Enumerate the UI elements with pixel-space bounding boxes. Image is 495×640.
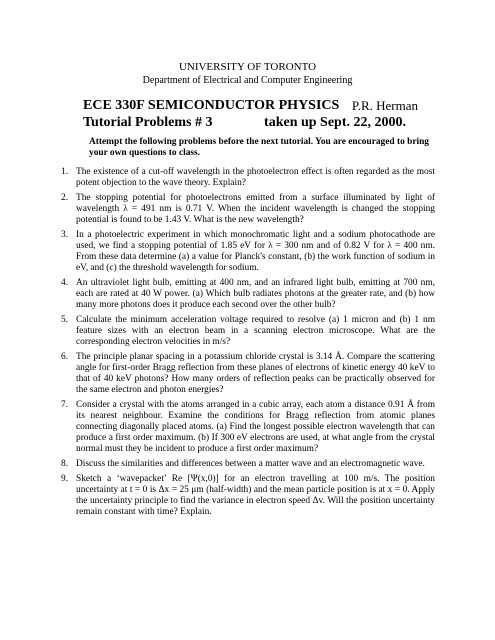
problem-item — [61, 230, 435, 274]
problem-text: The principle planar spacing in a potassium chloride crystal is 3.14 Å. Compare the scattering angle for first-order Bragg reflection from these planes of electrons of kinetic energy 40 keV to that of 40 keV photons? How many orders of reflection peaks can be practically observed for the same electron and photon energies? — [76, 352, 435, 395]
problem-item — [61, 474, 435, 518]
tutorial-title: Tutorial Problems # 3 — [83, 115, 213, 130]
problem-text: Calculate the minimum acceleration voltage required to resolve (a) 1 micron and (b) 1 nm feature sizes with an electron beam in a scanning electron microscope. What are the corresponding electron velocities in m/s? — [76, 315, 435, 347]
problem-item — [61, 315, 435, 348]
problem-text: Discuss the similarities and differences between a matter wave and an electromagnetic wave. — [76, 459, 425, 469]
problem-item — [61, 193, 435, 226]
problem-number: 2. — [61, 193, 69, 203]
problem-text: The stopping potential for photoelectrons emitted from a surface illuminated by light of wavelength λ = 491 nm is 0.71 V. When the incident wavelength is changed the stopping potential is found to be 1.43 V. What is the new wavelength? — [76, 193, 435, 225]
problem-text: An ultraviolet light bulb, emitting at 400 nm, and an infrared light bulb, emitting at 700 nm, each are rated at 40 W power. (a) Which bulb radiates photons at the greater rate, and (b) how many more photons does it produce each second over the other bulb? — [76, 278, 435, 310]
problem-item — [61, 400, 435, 455]
problem-number: 7. — [61, 400, 69, 410]
problem-item — [61, 278, 435, 311]
department-name: Department of Electrical and Computer Engineering — [142, 75, 353, 86]
problem-text: In a photoelectric experiment in which monochromatic light and a sodium photocathode are used, we find a stopping potential of 1.85 eV for λ = 300 nm and of 0.82 V for λ = 400 nm. From these data determine (a) a value for Planck's constant, (b) the work function of sodium in eV, and (c) the threshold wavelength for sodium. — [76, 230, 435, 273]
university-name: UNIVERSITY OF TORONTO — [178, 61, 317, 73]
problem-item — [61, 352, 435, 396]
due-date: taken up Sept. 22, 2000. — [264, 115, 406, 130]
problem-number: 1. — [61, 167, 69, 177]
instructor-name: P.R. Herman — [351, 98, 418, 113]
problem-text: Consider a crystal with the atoms arranged in a cubic array, each atom a distance 0.91 Å from its nearest neighbour. Examine the conditions for Bragg reflection from atomic planes connecting diagonally placed atoms. (a) Find the longest possible electron wavelength that can produce a first order maximum. (b) If 300 eV electrons are used, at what angle from the crystal normal must they be incident to produce a first order maximum? — [76, 400, 435, 454]
problem-text: Sketch a ‘wavepacket’ Re [Ψ(x,0)] for an electron travelling at 100 m/s. The position uncertainty at t = 0 is Δx = 25 μm (half-width) and the mean particle position is at x = 0. Apply the uncertainty principle to find the variance in electron speed Δv. Will the position uncertainty remain constant with time? Explain. — [76, 474, 435, 517]
problem-item — [61, 167, 435, 189]
problem-number: 3. — [61, 230, 69, 240]
problem-list — [61, 167, 435, 522]
course-title: ECE 330F SEMICONDUCTOR PHYSICS — [83, 98, 340, 113]
problem-number: 5. — [61, 315, 69, 325]
problem-item — [61, 459, 435, 470]
problem-text: The existence of a cut-off wavelength in the photoelectron effect is often regarded as the most potent objection to the wave theory. Explain? — [76, 167, 435, 188]
problem-number: 8. — [61, 459, 69, 469]
problem-number: 9. — [61, 474, 69, 484]
problem-number: 6. — [61, 352, 69, 362]
instructions: Attempt the following problems before the next tutorial. You are encouraged to bring your own questions to class. — [89, 137, 429, 158]
problem-number: 4. — [61, 278, 69, 288]
